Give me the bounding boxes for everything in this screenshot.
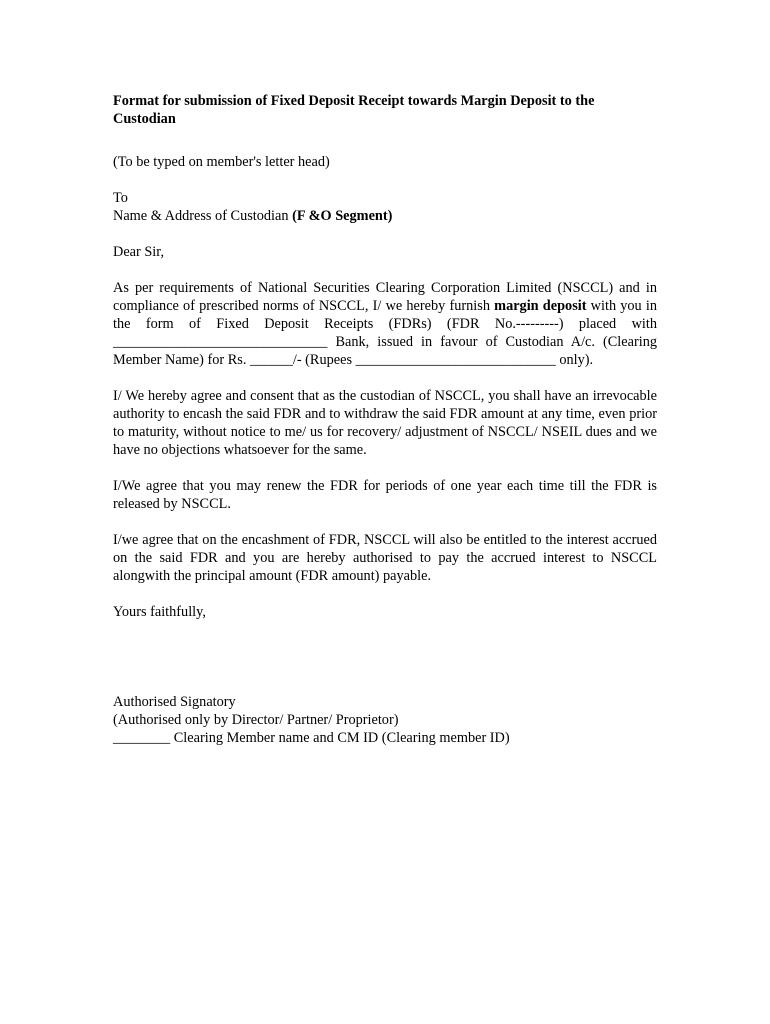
closing: Yours faithfully, bbox=[113, 604, 206, 620]
address-name-line bbox=[113, 207, 657, 225]
segment-label: (F &O Segment) bbox=[292, 208, 393, 224]
paragraph-3: I/We agree that you may renew the FDR for periods of one year each time till the FDR is released by NSCCL. bbox=[113, 478, 657, 512]
signatory-authorisation: (Authorised only by Director/ Partner/ Proprietor) bbox=[113, 712, 399, 728]
paragraph-1-text-a: As per requirements of National Securities Clearing Corporation Limited (NSCCL) and in compliance of prescribed norms of NSCCL, I/ we hereby furnish bbox=[113, 280, 657, 314]
letterhead-note: (To be typed on member's letter head) bbox=[113, 154, 330, 170]
address-block bbox=[113, 189, 657, 225]
address-name-text: Name & Address of Custodian bbox=[113, 208, 293, 224]
signatory-title: Authorised Signatory bbox=[113, 694, 236, 710]
salutation: Dear Sir, bbox=[113, 244, 165, 260]
clearing-member-line: ________ Clearing Member name and CM ID (Clearing member ID) bbox=[113, 730, 510, 746]
document-title: Format for submission of Fixed Deposit Receipt towards Margin Deposit to the Custodian bbox=[113, 93, 595, 127]
letter-page bbox=[113, 92, 657, 747]
paragraph-2: I/ We hereby agree and consent that as the custodian of NSCCL, you shall have an irrevocable authority to encash the said FDR and to withdraw the said FDR amount at any time, even prior to maturity, without notice to me/ us for recovery/ adjustment of NSCCL/ NSEIL dues and we have no objections whatsoever for the same. bbox=[113, 388, 657, 458]
address-to: To bbox=[113, 190, 128, 206]
margin-deposit-emphasis: margin deposit bbox=[494, 298, 587, 314]
paragraph-1 bbox=[113, 279, 657, 369]
signature-block bbox=[113, 693, 657, 747]
signature-space bbox=[113, 639, 657, 693]
paragraph-1-text-b: with you in the form of Fixed Deposit Receipts (FDRs) (FDR No.---------) placed with ______________________________ Bank, issued in favour of Custodian A/c. (Clearing Member Name) for Rs. ______/- (Rupees ____________________________ only). bbox=[113, 298, 657, 368]
paragraph-4: I/we agree that on the encashment of FDR, NSCCL will also be entitled to the interest accrued on the said FDR and you are hereby authorised to pay the accrued interest to NSCCL alongwith the principal amount (FDR amount) payable. bbox=[113, 532, 657, 584]
